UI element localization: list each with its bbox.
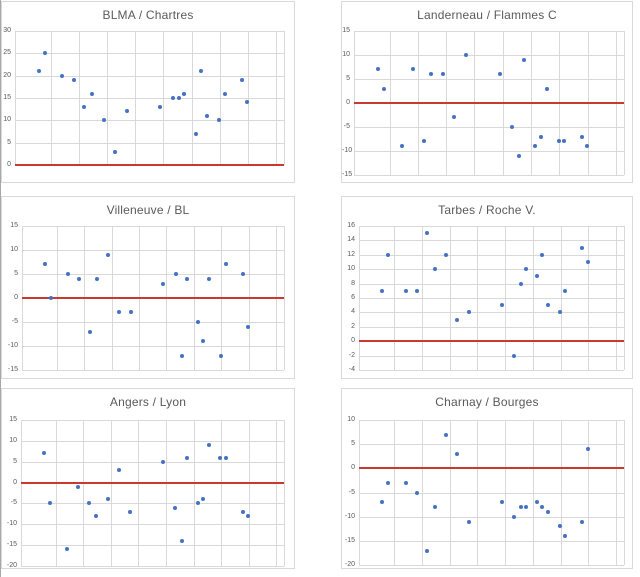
y-tick-label: 15 [3,94,11,101]
y-tick-label: 2 [351,322,355,330]
data-point [580,246,584,250]
y-tick-label: -15 [342,171,353,178]
y-tick-label: -5 [11,318,18,325]
y-tick-label: 20 [3,71,11,79]
gridline-horizontal [15,98,284,99]
data-point [246,514,250,518]
data-point [49,296,53,300]
data-point [77,277,81,281]
y-tick-label: 10 [347,416,355,423]
gridline-horizontal [359,312,624,313]
data-point [586,447,590,451]
gridline-horizontal [359,370,624,371]
data-point [411,67,415,71]
data-point [205,114,209,118]
gridline-horizontal [22,370,284,371]
data-point [562,139,566,143]
data-point [82,105,86,109]
data-point [519,282,523,286]
chart-panel [341,388,633,569]
data-point [196,501,200,505]
y-tick-label: 5 [346,75,350,82]
data-point [524,267,528,271]
data-point [241,272,245,276]
data-point [415,289,419,293]
gridline-horizontal [354,55,624,56]
data-point [517,154,521,158]
zero-reference-line [354,102,624,104]
y-tick-label: 0 [14,294,18,301]
y-tick-label: 5 [351,440,355,448]
data-point [433,505,437,509]
data-point [161,282,165,286]
data-point [422,139,426,143]
data-point [380,500,384,504]
data-point [563,289,567,293]
data-point [586,260,590,264]
y-tick-label: 0 [351,337,355,345]
gridline-horizontal [354,31,624,32]
data-point [535,500,539,504]
data-point [464,53,468,57]
chart-panel [1,388,295,569]
gridline-horizontal [359,255,624,256]
data-point [60,74,64,78]
gridline-horizontal [21,441,284,442]
data-point [563,534,567,538]
data-point [43,51,47,55]
chart-title: Angers / Lyon [109,395,187,409]
y-tick-label: -15 [344,536,355,544]
data-point [218,456,222,460]
data-point [102,118,106,122]
data-point [376,67,380,71]
y-tick-label: 15 [9,416,17,423]
y-tick-label: 10 [342,51,350,58]
data-point [125,109,129,113]
data-point [182,92,186,96]
gridline-horizontal [359,356,624,357]
data-point [433,267,437,271]
plot-area [21,420,284,566]
data-point [117,310,121,314]
y-tick-label: 15 [10,222,18,229]
data-point [386,481,390,485]
data-point [512,515,516,519]
gridline-horizontal [22,322,284,323]
gridline-horizontal [15,143,284,144]
data-point [498,72,502,76]
chart-panel [341,1,633,183]
gridline-horizontal [21,566,284,567]
gridline-horizontal [359,327,624,328]
data-point [161,460,165,464]
data-point [42,451,46,455]
data-point [240,78,244,82]
gridline-horizontal [22,346,284,347]
data-point [219,354,223,358]
y-tick-label: 5 [14,270,18,277]
data-point [72,78,76,82]
data-point [37,69,41,73]
y-tick-label: 30 [3,27,11,34]
gridline-horizontal [359,541,624,542]
y-tick-label: 10 [3,116,11,124]
data-point [500,500,504,504]
data-point [223,92,227,96]
data-point [455,452,459,456]
zero-reference-line [359,467,624,469]
chart-panel [341,196,633,379]
data-point [444,253,448,257]
data-point [117,468,121,472]
data-point [386,253,390,257]
data-point [241,510,245,514]
data-point [48,501,52,505]
gridline-horizontal [21,545,284,546]
data-point [580,520,584,524]
chart-panel [1,196,295,379]
data-point [173,506,177,510]
data-point [540,253,544,257]
data-point [546,303,550,307]
y-tick-label: 5 [13,457,17,465]
data-point [87,501,91,505]
data-point [404,481,408,485]
data-point [224,456,228,460]
data-point [425,549,429,553]
gridline-horizontal [15,76,284,77]
data-point [201,497,205,501]
gridline-horizontal [359,226,624,227]
plot-area [15,31,284,165]
y-tick-label: 10 [347,265,355,273]
gridline-horizontal [21,503,284,504]
data-point [185,277,189,281]
data-point [512,354,516,358]
data-point [455,318,459,322]
gridline-vertical [624,420,625,565]
y-tick-label: 10 [10,246,18,253]
data-point [500,303,504,307]
data-point [90,92,94,96]
data-point [224,262,228,266]
data-point [95,277,99,281]
y-tick-label: -5 [343,123,350,130]
y-tick-label: 14 [347,236,355,244]
zero-reference-line [15,164,284,166]
gridline-vertical [284,31,285,165]
y-tick-label: 12 [347,250,355,258]
gridline-horizontal [354,151,624,152]
y-tick-label: -10 [344,512,355,520]
y-tick-label: -10 [342,147,353,154]
y-tick-label: 8 [351,279,355,287]
data-point [171,96,175,100]
data-point [533,144,537,148]
data-point [158,105,162,109]
data-point [557,139,561,143]
data-point [129,310,133,314]
gridline-horizontal [15,31,284,32]
chart-title: Charnay / Bourges [435,395,539,409]
chart-title: Tarbes / Roche V. [438,203,536,217]
plot-area [354,31,624,175]
gridline-horizontal [359,298,624,299]
y-tick-label: -2 [348,351,355,359]
chart-title: Villeneuve / BL [106,203,190,217]
gridline-vertical [624,226,625,370]
data-point [66,272,70,276]
y-tick-label: 0 [351,464,355,472]
data-point [522,58,526,62]
data-point [535,274,539,278]
data-point [180,354,184,358]
y-tick-label: -20 [344,561,355,568]
data-point [404,289,408,293]
plot-area [22,226,284,370]
data-point [199,69,203,73]
data-point [425,231,429,235]
gridline-horizontal [359,444,624,445]
gridline-horizontal [21,524,284,525]
y-tick-label: 15 [342,27,350,34]
data-point [177,96,181,100]
y-tick-label: -5 [348,488,355,496]
data-point [452,115,456,119]
data-point [524,505,528,509]
data-point [580,135,584,139]
gridline-horizontal [359,420,624,421]
gridline-horizontal [21,462,284,463]
y-tick-label: -5 [10,499,17,507]
data-point [380,289,384,293]
y-tick-label: -10 [6,520,17,528]
gridline-horizontal [15,120,284,121]
data-point [128,510,132,514]
y-tick-label: 0 [7,161,11,168]
y-tick-label: -4 [348,366,355,373]
chart-title: Landerneau / Flammes C [417,8,557,22]
data-point [382,87,386,91]
y-tick-label: 25 [3,49,11,57]
data-point [207,277,211,281]
data-point [545,87,549,91]
data-point [539,135,543,139]
gridline-horizontal [22,226,284,227]
gridline-horizontal [359,269,624,270]
gridline-horizontal [359,565,624,566]
zero-reference-line [359,340,624,342]
data-point [174,272,178,276]
gridline-horizontal [359,493,624,494]
data-point [429,72,433,76]
data-point [185,456,189,460]
y-tick-label: -20 [6,562,17,569]
gridline-horizontal [21,420,284,421]
data-point [194,132,198,136]
gridline-horizontal [359,517,624,518]
gridline-vertical [624,31,625,175]
plot-area [359,226,624,370]
zero-reference-line [22,297,284,299]
y-tick-label: 5 [7,138,11,146]
data-point [106,497,110,501]
data-point [196,320,200,324]
gridline-horizontal [354,127,624,128]
data-point [467,310,471,314]
data-point [444,433,448,437]
data-point [180,539,184,543]
data-point [207,443,211,447]
gridline-horizontal [15,53,284,54]
data-point [519,505,523,509]
data-point [441,72,445,76]
data-point [76,485,80,489]
zero-reference-line [21,482,284,484]
gridline-vertical [284,226,285,370]
y-tick-label: 6 [351,294,355,301]
gridline-vertical [284,420,285,566]
plot-area [359,420,624,565]
data-point [88,330,92,334]
gridline-horizontal [359,284,624,285]
data-point [540,505,544,509]
data-point [201,339,205,343]
y-tick-label: -15 [6,541,17,549]
y-tick-label: 0 [346,99,350,106]
gridline-horizontal [354,79,624,80]
y-tick-label: 10 [9,436,17,444]
data-point [94,514,98,518]
data-point [106,253,110,257]
y-tick-label: 0 [13,478,17,486]
data-point [43,262,47,266]
gridline-horizontal [354,175,624,176]
data-point [113,150,117,154]
chart-title: BLMA / Chartres [102,8,194,22]
data-point [65,547,69,551]
data-point [546,510,550,514]
y-tick-label: -10 [7,342,18,349]
y-tick-label: -15 [7,366,18,373]
gridline-horizontal [22,250,284,251]
data-point [246,325,250,329]
data-point [415,491,419,495]
data-point [510,125,514,129]
gridline-horizontal [359,240,624,241]
data-point [467,520,471,524]
chart-panel [1,1,295,183]
data-point [400,144,404,148]
y-tick-label: 4 [351,308,355,316]
y-tick-label: 16 [347,222,355,229]
